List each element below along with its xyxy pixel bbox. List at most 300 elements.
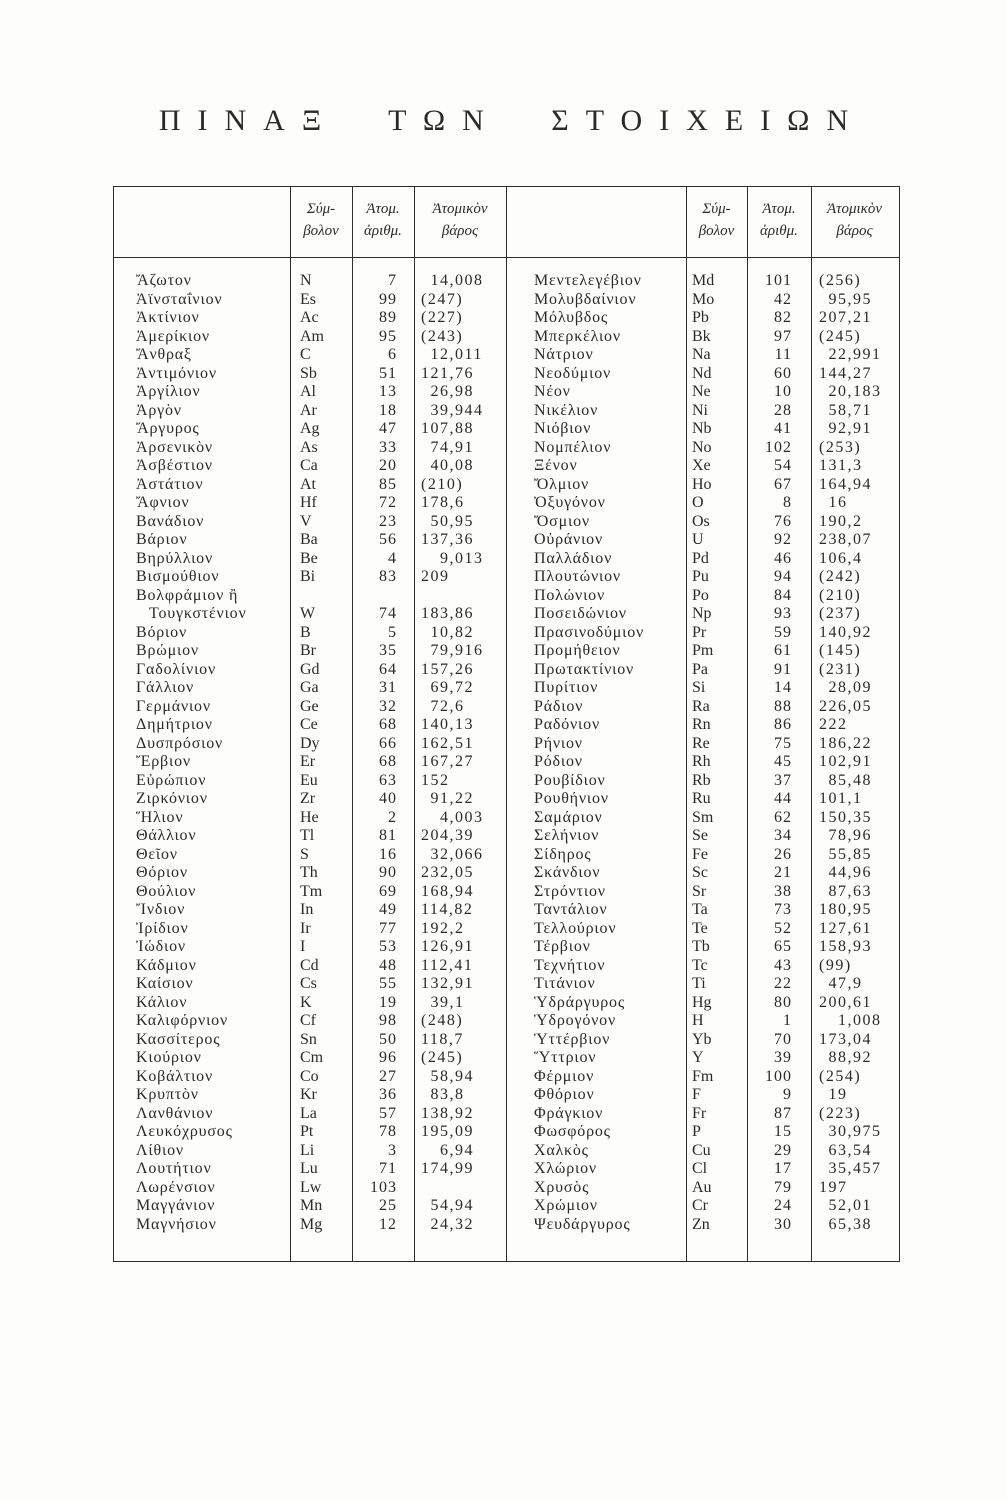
atomic-weight: 232,05: [421, 864, 474, 881]
table-header: [114, 187, 898, 257]
element-name: Εὐρώπιον: [136, 771, 207, 789]
atomic-weight-cell: [414, 975, 506, 994]
header-symbol-line2: βολον: [698, 223, 735, 239]
header-atomic-number: [747, 187, 811, 257]
element-name: Λευκόχρυσος: [136, 1123, 233, 1140]
element-name-cell: [114, 642, 290, 661]
element-symbol: U: [692, 531, 704, 548]
atomic-weight-cell: [811, 994, 898, 1013]
atomic-weight-cell: [414, 309, 506, 328]
element-row: [506, 1216, 898, 1235]
header-atomic-number-line2: ἀριθμ.: [364, 223, 402, 239]
element-row: [506, 1197, 898, 1216]
element-name: Νέον: [534, 383, 571, 400]
atomic-weight-cell: [811, 1012, 898, 1031]
element-symbol: Ho: [692, 475, 712, 493]
element-name: Πολώνιον: [534, 586, 606, 604]
atomic-number: 39: [774, 1049, 792, 1066]
element-row: [506, 957, 898, 976]
atomic-weight: 174,99: [421, 1160, 474, 1177]
element-row: [114, 753, 506, 772]
atomic-weight: 65,38: [828, 1215, 872, 1233]
atomic-weight: 40,08: [430, 457, 474, 474]
atomic-weight-cell: [414, 550, 506, 569]
element-name: Μαγγάνιον: [136, 1197, 216, 1214]
element-row: [506, 809, 898, 828]
atomic-number: 85: [379, 475, 397, 493]
element-name: Νομπέλιον: [534, 438, 612, 456]
element-name-cell: [506, 457, 686, 476]
element-name-cell: [506, 1142, 686, 1161]
element-symbol: Sr: [692, 882, 707, 900]
atomic-weight: 114,82: [421, 901, 474, 918]
atomic-number: 81: [379, 827, 397, 844]
element-name: Θεῖον: [136, 845, 178, 863]
element-symbol: V: [300, 512, 312, 530]
element-row: [506, 402, 898, 421]
atomic-weight-cell: [414, 735, 506, 754]
atomic-weight-cell: [414, 383, 506, 402]
atomic-weight: (245): [421, 1049, 464, 1066]
atomic-number: 100: [765, 1067, 792, 1085]
atomic-weight: 22,991: [828, 346, 882, 363]
element-name: Ψευδάργυρος: [534, 1215, 631, 1233]
element-name-cell: [506, 1049, 686, 1068]
atomic-weight: 16: [828, 494, 848, 511]
element-row: [506, 698, 898, 717]
element-symbol: He: [300, 808, 319, 826]
element-name: Χρυσὸς: [534, 1178, 590, 1196]
element-name-continued: Τουγκστένιον: [149, 605, 247, 622]
element-symbol: Rn: [692, 716, 711, 733]
element-name-cell: [114, 494, 290, 513]
atomic-weight-cell: [414, 1179, 506, 1198]
element-row: [114, 901, 506, 920]
element-symbol: Hg: [692, 993, 712, 1011]
atomic-weight-cell: [811, 679, 898, 698]
element-name: Ρόδιον: [534, 753, 583, 770]
atomic-number: 82: [774, 309, 792, 326]
element-symbol: As: [300, 438, 318, 456]
atomic-number: 11: [774, 346, 792, 363]
element-row: [114, 1049, 506, 1068]
atomic-weight: 78,96: [828, 827, 872, 844]
atomic-weight-cell: [414, 920, 506, 939]
element-row: [114, 1160, 506, 1179]
atomic-number: 95: [379, 327, 397, 345]
atomic-weight-cell: [811, 1068, 898, 1087]
element-name-cell: [506, 735, 686, 754]
element-symbol: Sc: [692, 864, 708, 881]
element-row: [114, 328, 506, 347]
element-name-cell: [114, 827, 290, 846]
element-name: Λουτήτιον: [136, 1160, 212, 1177]
element-name-cell: [506, 642, 686, 661]
atomic-weight-cell: [414, 1012, 506, 1031]
atomic-weight: 19: [828, 1086, 848, 1103]
element-symbol: Ne: [692, 383, 711, 400]
atomic-number: 72: [379, 494, 397, 511]
atomic-weight-cell: [811, 291, 898, 310]
atomic-number: 28: [774, 401, 792, 419]
atomic-weight-cell: [414, 957, 506, 976]
element-name-cell: [114, 1031, 290, 1050]
element-name-cell: [506, 476, 686, 495]
element-row: [506, 420, 898, 439]
element-row: [506, 920, 898, 939]
header-rule: [114, 257, 899, 258]
element-name-cell: [114, 698, 290, 717]
element-name-cell: [114, 272, 290, 291]
element-row: [506, 272, 898, 291]
atomic-weight: (227): [421, 309, 464, 326]
atomic-weight-cell: [414, 531, 506, 550]
element-row: [114, 624, 506, 643]
element-name: Κιούριον: [136, 1049, 202, 1066]
element-symbol: Os: [692, 512, 710, 530]
element-name-cell: [114, 920, 290, 939]
atomic-number: 38: [774, 882, 792, 900]
element-name-cell: [506, 1068, 686, 1087]
element-row: [114, 920, 506, 939]
element-name: Νικέλιον: [534, 401, 599, 419]
element-name: Χρώμιον: [534, 1197, 598, 1214]
element-row: [114, 457, 506, 476]
element-name-cell: [114, 864, 290, 883]
element-name-cell: [114, 994, 290, 1013]
element-name-cell: [506, 1031, 686, 1050]
element-row: [506, 365, 898, 384]
element-symbol: Tb: [692, 938, 710, 955]
right-element-list: [506, 272, 898, 1234]
element-symbol: Cf: [300, 1012, 316, 1029]
atomic-weight-cell: [811, 661, 898, 680]
element-row: [114, 291, 506, 310]
element-symbol: Yb: [692, 1030, 712, 1048]
atomic-weight-cell: [811, 1216, 898, 1235]
atomic-number: 63: [379, 771, 397, 789]
atomic-number: 46: [774, 549, 792, 567]
element-symbol: Ge: [300, 697, 319, 715]
atomic-weight-cell: [414, 402, 506, 421]
element-row: [506, 661, 898, 680]
element-name-cell: [506, 383, 686, 402]
element-name: Πυρίτιον: [534, 679, 599, 696]
page-title: ΠΙΝΑΞ ΤΩΝ ΣΤΟΙΧΕΙΩΝ: [158, 104, 866, 137]
atomic-weight-cell: [414, 1105, 506, 1124]
atomic-weight-cell: [811, 513, 898, 532]
element-name-cell: [506, 827, 686, 846]
element-symbol: N: [300, 272, 312, 289]
element-name-cell: [506, 864, 686, 883]
header-symbol: [290, 187, 352, 257]
element-symbol: Th: [300, 864, 318, 881]
element-row: [506, 1105, 898, 1124]
atomic-weight: 52,01: [828, 1197, 872, 1214]
element-name-cell: [506, 1105, 686, 1124]
atomic-weight: (253): [819, 438, 862, 456]
element-name: Βανάδιον: [136, 512, 205, 530]
element-symbol: Li: [300, 1141, 315, 1159]
element-symbol: Rh: [692, 753, 711, 770]
element-row: [506, 642, 898, 661]
atomic-number: 21: [774, 864, 792, 881]
element-name-cell: [114, 550, 290, 569]
atomic-weight-cell: [414, 790, 506, 809]
atomic-number: 71: [379, 1160, 397, 1177]
atomic-weight-cell: [811, 328, 898, 347]
element-name-cell: [506, 938, 686, 957]
element-symbol: P: [692, 1123, 701, 1140]
atomic-weight-cell: [811, 1086, 898, 1105]
atomic-number: 43: [774, 956, 792, 974]
atomic-weight-cell: [414, 568, 506, 587]
element-symbol: Tm: [300, 882, 323, 900]
atomic-weight-cell: [414, 1123, 506, 1142]
element-symbol: Cm: [300, 1049, 324, 1066]
atomic-weight: 35,457: [828, 1160, 882, 1177]
element-symbol: Kr: [300, 1086, 317, 1103]
atomic-weight: 238,07: [819, 531, 872, 548]
atomic-weight: 79,916: [430, 642, 484, 659]
element-symbol: Mn: [300, 1197, 323, 1214]
atomic-weight: 72,6: [430, 697, 465, 715]
element-symbol: Fm: [692, 1067, 714, 1085]
atomic-weight-cell: [414, 901, 506, 920]
element-name: Ρουθήνιον: [534, 790, 609, 807]
element-row: [506, 494, 898, 513]
element-name-cell: [114, 901, 290, 920]
element-name-cell: [114, 291, 290, 310]
header-atomic-weight: [414, 187, 506, 257]
element-name: Παλλάδιον: [534, 549, 613, 567]
element-symbol: Sm: [692, 808, 714, 826]
atomic-weight: 192,2: [421, 919, 465, 937]
header-atomic-weight-line2: βάρος: [836, 223, 873, 239]
element-row: [506, 1031, 898, 1050]
element-name: Γερμάνιον: [136, 697, 211, 715]
element-symbol: Lw: [300, 1178, 322, 1196]
atomic-weight: 168,94: [421, 882, 474, 900]
element-symbol: S: [300, 845, 309, 863]
element-name: Τελλούριον: [534, 919, 617, 937]
atomic-weight-cell: [811, 1031, 898, 1050]
atomic-weight: 173,04: [819, 1030, 872, 1048]
atomic-weight-cell: [414, 457, 506, 476]
atomic-weight-cell: [811, 642, 898, 661]
element-symbol: Mo: [692, 290, 715, 308]
element-name-cell: [506, 272, 686, 291]
atomic-number: 67: [774, 475, 792, 493]
header-atomic-number-line2: ἀριθμ.: [760, 223, 798, 239]
atomic-number: 93: [774, 605, 792, 622]
atomic-weight: 9,013: [440, 549, 484, 567]
element-row: [114, 698, 506, 717]
element-name: Βισμούθιον: [136, 568, 220, 585]
element-name-cell: [506, 531, 686, 550]
atomic-weight-cell: [811, 346, 898, 365]
element-symbol: Br: [300, 642, 316, 659]
atomic-weight: 91,22: [430, 790, 474, 807]
atomic-number: 54: [774, 457, 792, 474]
atomic-number: 73: [774, 901, 792, 918]
atomic-weight: 107,88: [421, 420, 474, 437]
atomic-weight-cell: [414, 420, 506, 439]
element-name-cell: [506, 698, 686, 717]
atomic-weight-cell: [811, 365, 898, 384]
atomic-weight: 138,92: [421, 1104, 474, 1122]
atomic-number: 70: [774, 1030, 792, 1048]
element-row: [506, 1179, 898, 1198]
element-name: Ἀμερίκιον: [136, 327, 210, 345]
element-row: [506, 1086, 898, 1105]
atomic-weight: 102,91: [819, 753, 872, 770]
atomic-weight: 30,975: [828, 1123, 882, 1140]
element-name: Μολυβδαίνιον: [534, 290, 637, 308]
element-name: Πρωτακτίνιον: [534, 660, 635, 678]
element-name-cell: [114, 716, 290, 735]
element-symbol: Pr: [692, 623, 707, 641]
element-row: [506, 846, 898, 865]
atomic-weight-cell: [414, 513, 506, 532]
element-name: Ἀϊνσταΐνιον: [136, 290, 223, 308]
element-row: [506, 309, 898, 328]
element-symbol: Bk: [692, 327, 711, 345]
element-row: [114, 439, 506, 458]
atomic-number: 6: [388, 346, 397, 363]
element-name-cell: [114, 1160, 290, 1179]
element-name: Φωσφόρος: [534, 1123, 611, 1140]
element-symbol: Po: [692, 586, 709, 604]
atomic-weight-cell: [414, 1086, 506, 1105]
atomic-weight: 126,91: [421, 938, 474, 955]
atomic-weight: 58,94: [430, 1067, 474, 1085]
element-name-cell: [506, 957, 686, 976]
element-symbol: Ac: [300, 309, 319, 326]
element-name: Ἀργὸν: [136, 401, 182, 419]
atomic-number: 52: [774, 919, 792, 937]
elements-table: [113, 186, 900, 1262]
element-symbol: C: [300, 346, 311, 363]
element-row: [114, 790, 506, 809]
element-symbol: Fe: [692, 845, 708, 863]
header-name-blank: [506, 187, 686, 257]
atomic-number: 33: [379, 438, 397, 456]
element-row: [114, 476, 506, 495]
element-name: Ἄργυρος: [136, 420, 200, 437]
atomic-weight-cell: [811, 272, 898, 291]
element-name-cell: [506, 883, 686, 902]
element-name-cell: [506, 402, 686, 421]
atomic-number: 76: [774, 512, 792, 530]
element-symbol: Np: [692, 605, 712, 622]
element-name: Ἥλιον: [136, 808, 184, 826]
atomic-number: 53: [379, 938, 397, 955]
element-name-cell: [114, 420, 290, 439]
atomic-weight-cell: [414, 605, 506, 624]
atomic-weight: 58,71: [828, 401, 872, 419]
atomic-weight-cell: [811, 531, 898, 550]
element-name: Ἰώδιον: [136, 938, 186, 955]
atomic-weight: (248): [421, 1012, 464, 1029]
element-symbol: Sn: [300, 1030, 317, 1048]
element-row: [506, 790, 898, 809]
atomic-number: 99: [379, 290, 397, 308]
atomic-number: 88: [774, 697, 792, 715]
atomic-number: 57: [379, 1104, 397, 1122]
element-name: Ἀργίλιον: [136, 383, 201, 400]
element-symbol: O: [692, 494, 704, 511]
element-row: [114, 679, 506, 698]
element-name-cell: [506, 1012, 686, 1031]
atomic-weight: 121,76: [421, 364, 474, 382]
element-name-cell: [506, 1197, 686, 1216]
element-symbol: W: [300, 605, 316, 622]
atomic-weight: 24,32: [430, 1215, 474, 1233]
atomic-number: 25: [379, 1197, 397, 1214]
atomic-number: 20: [379, 457, 397, 474]
element-symbol: In: [300, 901, 314, 918]
atomic-weight-cell: [414, 642, 506, 661]
element-symbol: Cs: [300, 975, 317, 992]
element-symbol: At: [300, 475, 316, 493]
atomic-weight-cell: [414, 661, 506, 680]
atomic-weight-cell: [414, 938, 506, 957]
atomic-weight: 137,36: [421, 531, 474, 548]
atomic-weight: 226,05: [819, 697, 872, 715]
element-row: [506, 568, 898, 587]
element-name: Τέρβιον: [534, 938, 591, 955]
element-name-cell: [114, 383, 290, 402]
element-name-cell: [506, 679, 686, 698]
atomic-number: 15: [774, 1123, 792, 1140]
header-atomic-number: [352, 187, 414, 257]
element-row: [506, 476, 898, 495]
atomic-weight: (210): [421, 475, 464, 493]
element-name: Τεχνήτιον: [534, 956, 606, 974]
element-row: [114, 735, 506, 754]
atomic-weight-cell: [414, 698, 506, 717]
element-row: [114, 550, 506, 569]
element-name-cell: [506, 846, 686, 865]
element-row: [114, 1012, 506, 1031]
atomic-weight: 88,92: [828, 1049, 872, 1066]
atomic-weight-cell: [414, 1197, 506, 1216]
element-row: [114, 1179, 506, 1198]
atomic-number: 22: [774, 975, 792, 992]
header-atomic-number-line1: Ἀτομ.: [762, 201, 796, 217]
element-name: Βρώμιον: [136, 642, 199, 659]
atomic-number: 61: [774, 642, 792, 659]
element-name-cell: [506, 920, 686, 939]
atomic-number: 64: [379, 660, 397, 678]
element-name-cell: [114, 1123, 290, 1142]
atomic-weight: (243): [421, 327, 464, 345]
element-name-cell: [114, 568, 290, 587]
element-name: Κάδμιον: [136, 956, 197, 974]
atomic-number: 97: [774, 327, 792, 345]
atomic-number: 68: [379, 753, 397, 770]
atomic-number: 69: [379, 882, 397, 900]
element-row: [114, 716, 506, 735]
element-name-cell: [506, 994, 686, 1013]
atomic-weight-cell: [811, 605, 898, 624]
element-name: Πλουτώνιον: [534, 568, 621, 585]
atomic-weight-cell: [811, 753, 898, 772]
atomic-weight: 157,26: [421, 660, 474, 678]
atomic-number: 7: [388, 272, 397, 289]
atomic-weight: 39,944: [430, 401, 484, 419]
